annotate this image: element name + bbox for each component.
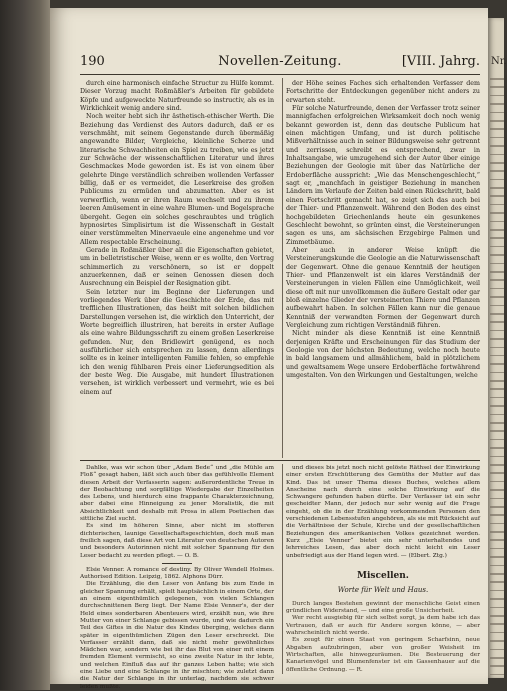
review-citation: Elsie Venner. A romance of destiny. By Oliver Wendell Holmes. Authorised Edition. Leipzig, 1862. Alphons Dürr. xyxy=(80,566,274,581)
paragraph: Noch weiter hebt sich ihr ästhetisch-ethischer Werth. Die Beziehung das Verdienst des Autors dadurch, daß er es verschmäht, mit seinem Gegenstande durch übermäßig angewandte Bilder, Vergleiche, kleinliche Scherze und literarische Schwachheiten ein Spiel zu treiben, wie es jetzt zur Schwäche der wissenschaftlichen Literatur und ihres Geschmackes Mode geworden ist. Es ist von einem über gelehrte Dinge verständlich schreiben wollenden Verfasser billig, daß er es vermeidet, die Leserkreise des großen Publicums zu ermüden und abzumatten. Aber es ist verwerflich, wenn er ihren Raum wechselt und zu ihrem leeren Amüsement in eine wahre Blumen- und Bogelsprache übergeht. Gegen ein solches geschraubtes und trüglich hypnosirtes Simplisirtum ist die Wissenschaft in Gestalt einer verstümmelten Minervaeule eine angenehme und vor Allem respectable Erscheinung. xyxy=(80,113,274,246)
publication-title: Novellen-Zeitung. xyxy=(218,54,342,69)
divider-line xyxy=(162,563,192,564)
book-page xyxy=(50,8,488,690)
paragraph: Die Erzählung, die den Leser von Anfang bis zum Ende in gleicher Spannung erhält, spielt hauptsächlich in einem Orte, der an einem eigenthümlich gelegenen, von vielen Schlangen durchschnittenen Berg liegt. Der Name Elsie Venner's, der der Held eines sonderbaren Abenteuers wird, erzählt nun, wie ihre Mutter von einer Schlange gebissen wurde, und wie dadurch ein Teil des Giftes in die Natur des Kindes überging, welches dann später in eigenthümlichen Zügen den Leser erschreckt. Die Verfasser erzählt dann, daß sie nicht mehr gewöhnliches Mädchen war, sondern wie bei ihr das Blut von einer mit einem fremden Element vermischt, so eine zweite Natur in ihr lebte, und welchen Einfluß das auf ihr ganzes Leben hatte; wie sich eine Liebe und eine Schlange in ihr mischten; wie zuletzt dann die Natur der Schlange in ihr unterlag, nachdem sie schwer leiden mußte. xyxy=(80,581,274,690)
paragraph: Für solche Naturfreunde, denen der Verfasser trotz seiner mannigfachen erfolgreichen Wirksamkeit doch noch wenig bekannt geworden ist, denn das deutsche Publicum hat einen mächtigen Umfang, und ist durch politische Mißverhältnisse auch in seiner Bildungsweise sehr getrennt und zerrissen, schreibt es entsprechend, zwar in Inhaltsangabe, wie umzugehend sich der Autor über einige Beziehungen der Geologie mit über das Natürliche der Erdoberfläche ausspricht: „Wie das Menschengeschlecht,“ sagt er, „manchfach in geistiger Beziehung in manchen Ländern im Verlaufe der Zeiten bald einen Rückschritt, bald einen Fortschritt gemacht hat, so zeigt sich das auch bei der Thier- und Pflanzenwelt. Während den Boden des einst hochgebildeten Griechenlands heute ein gesunkenes Geschlecht bewohnt, so grünten einst, die Versteinerungen sagen es uns, am sächsischen Erzgebirge Palmen und Zimmetbäume. xyxy=(286,105,480,246)
section-heading: Miscellen. xyxy=(357,570,409,581)
paragraph: Nicht minder als diese Kenntniß ist eine Kenntniß derjenigen Kräfte und Erscheinungen für das Studium der Geologie von der höchsten Bedeutung, welche noch heute in bald langsamem und allmählichem, bald in plötzlichem und gewaltsamem Wege unsere Erdoberfläche fortwährend umgestalten. Von den Wirkungen und Gestaltungen, welche xyxy=(286,330,480,380)
paragraph: Gerade in Roßmäßler über all die Eigenschaften gebietet, um in belletristischer Weise, wenn er es wollte, den Vortrag schimmerlich zu verschönern, so ist er doppelt anzuerkennen, daß er seinen Genossen diesen doch Ausrechnung ein Beispiel der Resignation gibt. xyxy=(80,246,274,288)
left-column-upper xyxy=(80,80,274,397)
right-column-lower xyxy=(286,465,480,674)
paragraph: Sein letzter nur im Beginne der Lieferungen und vorliegendes Werk über die Geschichte der Erde, das mit trefflichen Illustrationen, das heißt mit solchen bildlichen Darstellungen versehen ist, die wirklich den Unterricht, der Worte begreiflich illustriren, hat bereits in erster Auflage als eine wahre Bildungsschrift zu einem großen Leserkreise gefunden. Nur, den Bridlewirt genügend, es noch ausführlicher sich entsprechen zu lassen, denn allerdings sollte es in keiner intelligenten Familie fehlen, so empfehle ich den wenig fühlbaren Preis einer Lieferungsedition als der beste Weg. Die Ausgabe, mit hundert Illustrationen versehen, ist wirklich verbessert und vermehrt, wie es bei einem auf xyxy=(80,288,274,396)
adjacent-page-header: Nr. xyxy=(491,56,507,67)
aphorism: Wer recht ausgiebig für sich selbst sorgt, ja dem habe ich das Vertrauen, daß er auch für Andere sorgen könne, — aber wahrscheinlich nicht werde. xyxy=(286,615,480,637)
paragraph: Aber auch in anderer Weise knüpft die Versteinerungskunde die Geologie an die Naturwissenschaft der Gegenwart. Ohne die genaue Kenntniß der heutigen Thier- und Pflanzenwelt ist ein klares Verständniß der Versteinerungen in vielen Fällen eine Unmöglichkeit, weil diese oft mit nur unvollkommen die äußere Gestalt oder gar bloß einzelne Glieder der versteinerten Thiere und Pflanzen aufbewahrt haben. In solchen Fällen kann nur die genaue Kenntniß der verwandten Formen der Gegenwart durch Vergleichung zum richtigen Verständniß führen. xyxy=(286,246,480,329)
aphorism: Durch langes Bestehen gewinnt der menschliche Geist einen gründlichen Widerstand, — und eine große Unsicherheit. xyxy=(286,600,480,615)
aphorism: Es zeugt für einen Staat von geringem Scharfsinn, neue Abgaben aufzubringen, aber von großer Weisheit im Wirtschaften, alle hinwegzuräumen. Die Besteuerung der Kanarienvögel und Blumenfenster ist ein Gassenhauer auf die öffentliche Ordnung. — R. xyxy=(286,637,480,673)
left-column-lower xyxy=(80,465,274,691)
column-divider-upper xyxy=(282,78,283,458)
right-column-upper xyxy=(286,80,480,380)
section-rule xyxy=(80,460,480,461)
paragraph: Es sind im höheren Sinne, aber nicht im stofferen dichterischen, launige Gesellschaftsgeschichten, doch muß man freilich sagen, daß diese Art von Literatur von deutschen Autoren und besonders Autorinnen nicht mit solcher Spannung für den Leser bedacht zu werden pflegt. — O. B. xyxy=(80,523,274,559)
header-rule xyxy=(80,74,480,75)
volume-label: [VIII. Jahrg. xyxy=(401,54,480,69)
column-divider-lower xyxy=(282,464,283,674)
page-header xyxy=(80,52,480,72)
adjacent-page-edge xyxy=(488,18,507,678)
section-subtitle: Worte für Welt und Haus. xyxy=(337,585,429,594)
book-binding-shadow xyxy=(0,0,50,690)
paragraph: Dahlke, was wir schon über „Adam Bede“ und „die Mühle am Floß“ gesagt haben, läßt sich auch über das gefühlvolle Element diesen Arbeit der Verfasserin sagen: außerordentliche Treue in der Beobachtung und sorgfältige Wiedergabe der Einzelheiten des Lebens, und hierdurch eine frappante Charakterzeichnung, aber dabei eine Hinneigung zu jener Moralistik, die mit Absichtlichkeit und deshalb mit Prosa in allem Poetischen das sittliche Ziel sucht. xyxy=(80,465,274,523)
page-number: 190 xyxy=(80,54,105,69)
adjacent-page-text-lines xyxy=(490,78,504,682)
paragraph: und dieses bis jetzt noch nicht gelöste Räthsel der Einwirkung einer ersten Erschütterung des Gemüths der Mutter auf das Kind. Das ist unser Thema dieses Buches, welches allem Anscheine nach durch eine solche Einwirkung auf die Schwangere gefunden haben dürfte. Der Verfasser ist ein sehr gescheidter Mann, der jedoch nur sehr wenig auf die Frage eingeht, ob die in der Erzählung vorkommenden Personen den verschiedenen Lebensstufen angehören, als sie mit Rücksicht auf die Verhältnisse der Schule, Kirche und der gesellschaftlichen Beziehungen des amerikanischen Volkes gezeichnet werden. Kurz „Elsie Venner“ bietet ein sehr unterhaltendes und lehrreiches Lesen, das aber doch nicht leicht ein Leser unbefriedigt aus der Hand legen wird. — (Elbert. Ztg.) xyxy=(286,465,480,559)
paragraph: durch eine harmonisch einfache Structur zu Hülfe kommt. Dieser Vorzug macht Roßmäßler's Arbeiten für gebildete Köpfe und aufgeweckte Naturfreunde so instructiv, als es in Wirklichkeit wenig andere sind. xyxy=(80,80,274,113)
paragraph: der Höhe seines Faches sich erhaltenden Verfasser dem Fortschritte der Entdeckungen gegenüber nicht anders zu erwarten steht. xyxy=(286,80,480,104)
